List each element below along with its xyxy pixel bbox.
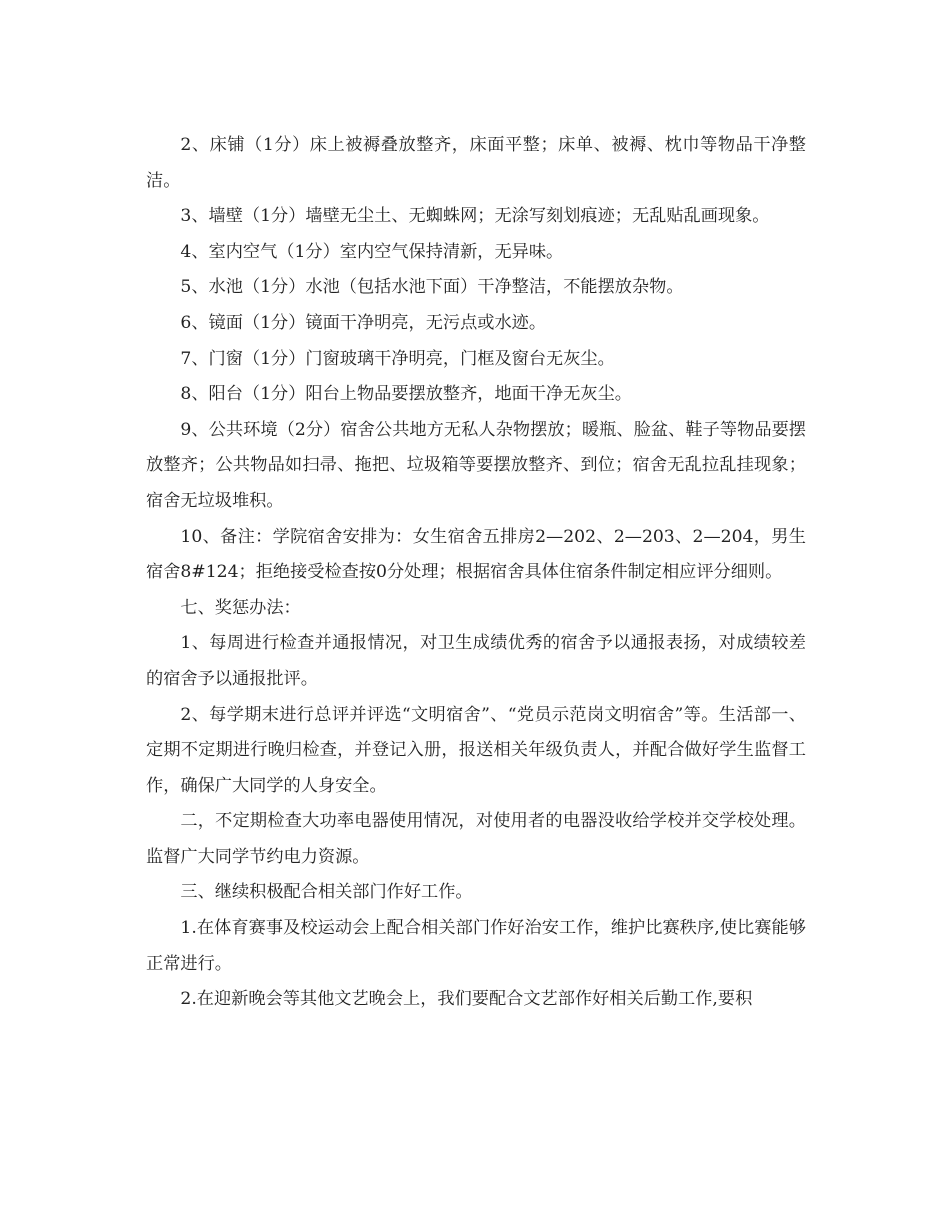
paragraph-bed: 2、床铺（1分）床上被褥叠放整齐，床面平整；床单、被褥、枕巾等物品干净整洁。 bbox=[146, 135, 806, 191]
paragraph-balcony: 8、阳台（1分）阳台上物品要摆放整齐，地面干净无灰尘。 bbox=[180, 384, 632, 405]
paragraph-weekly-check: 1、每周进行检查并通报情况，对卫生成绩优秀的宿舍予以通报表扬，对成绩较差的宿舍予以通报批评。 bbox=[146, 633, 806, 689]
paragraph-evening-party: 2.在迎新晚会等其他文艺晚会上，我们要配合文艺部作好相关后勤工作,要积 bbox=[180, 989, 753, 1010]
paragraph-sports-events: 1.在体育赛事及校运动会上配合相关部门作好治安工作，维护比赛秩序,使比赛能够正常进行。 bbox=[146, 918, 806, 974]
paragraph-term-review: 2、每学期末进行总评并评选“文明宿舍”、“党员示范岗文明宿舍”等。生活部一、定期不定期进行晚归检查，并登记入册，报送相关年级负责人，并配合做好学生监督工作，确保广大同学的人身安全。 bbox=[146, 704, 806, 796]
paragraph-sink: 5、水池（1分）水池（包括水池下面）干净整洁，不能摆放杂物。 bbox=[180, 277, 684, 298]
paragraph-remarks: 10、备注：学院宿舍安排为：女生宿舍五排房2—202、2—203、2—204，男生宿舍8#124；拒绝接受检查按0分处理；根据宿舍具体住宿条件制定相应评分细则。 bbox=[146, 526, 806, 583]
section-heading-rewards: 七、奖惩办法： bbox=[180, 597, 301, 618]
paragraph-door-window: 7、门窗（1分）门窗玻璃干净明亮，门框及窗台无灰尘。 bbox=[180, 348, 615, 369]
paragraph-air: 4、室内空气（1分）室内空气保持清新，无异味。 bbox=[180, 241, 564, 262]
paragraph-wall: 3、墙壁（1分）墙壁无尘土、无蜘蛛网；无涂写刻划痕迹；无乱贴乱画现象。 bbox=[180, 206, 770, 227]
paragraph-appliance-check: 二，不定期检查大功率电器使用情况，对使用者的电器没收给学校并交学校处理。监督广大同学节约电力资源。 bbox=[146, 811, 806, 867]
paragraph-public-area: 9、公共环境（2分）宿舍公共地方无私人杂物摆放；暖瓶、脸盆、鞋子等物品要摆放整齐；公共物品如扫帚、拖把、垃圾箱等要摆放整齐、到位；宿舍无乱拉乱挂现象；宿舍无垃圾堆积。 bbox=[146, 419, 806, 511]
paragraph-mirror: 6、镜面（1分）镜面干净明亮，无污点或水迹。 bbox=[180, 312, 547, 333]
paragraph-cooperate: 三、继续积极配合相关部门作好工作。 bbox=[180, 882, 473, 903]
document-body bbox=[146, 128, 806, 1018]
